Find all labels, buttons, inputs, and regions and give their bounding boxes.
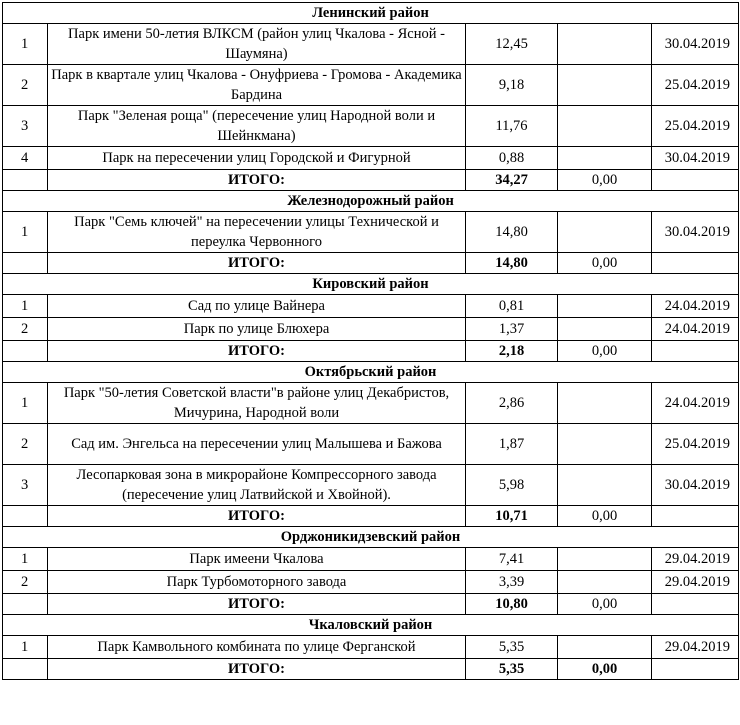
area-value: 0,88 (466, 147, 558, 170)
district-header (3, 3, 739, 24)
extra-value (558, 548, 652, 571)
total-area: 5,35 (466, 659, 558, 680)
park-name: Парк Турбомоторного завода (48, 571, 466, 594)
table-row (3, 24, 739, 65)
row-number: 2 (3, 571, 48, 594)
total-label: ИТОГО: (48, 341, 466, 362)
extra-value (558, 465, 652, 506)
total-date-empty (652, 341, 739, 362)
total-row (3, 253, 739, 274)
park-name: Парк "Семь ключей" на пересечении улицы Технической и переулка Червонного (48, 212, 466, 253)
date-value: 24.04.2019 (652, 295, 739, 318)
total-row (3, 659, 739, 680)
area-value: 11,76 (466, 106, 558, 147)
district-header (3, 274, 739, 295)
area-value: 5,98 (466, 465, 558, 506)
date-value: 25.04.2019 (652, 65, 739, 106)
extra-value (558, 571, 652, 594)
total-extra: 0,00 (558, 253, 652, 274)
total-date-empty (652, 506, 739, 527)
district-header (3, 362, 739, 383)
total-row (3, 594, 739, 615)
row-number: 4 (3, 147, 48, 170)
district-name: Ленинский район (3, 3, 739, 24)
extra-value (558, 636, 652, 659)
area-value: 7,41 (466, 548, 558, 571)
date-value: 30.04.2019 (652, 24, 739, 65)
total-row (3, 170, 739, 191)
district-name: Чкаловский район (3, 615, 739, 636)
district-name: Кировский район (3, 274, 739, 295)
date-value: 30.04.2019 (652, 465, 739, 506)
table-row (3, 636, 739, 659)
district-header (3, 615, 739, 636)
extra-value (558, 147, 652, 170)
area-value: 1,87 (466, 424, 558, 465)
district-name: Октябрьский район (3, 362, 739, 383)
area-value: 12,45 (466, 24, 558, 65)
area-value: 5,35 (466, 636, 558, 659)
row-number: 2 (3, 318, 48, 341)
row-number: 1 (3, 383, 48, 424)
extra-value (558, 318, 652, 341)
date-value: 25.04.2019 (652, 424, 739, 465)
district-name: Железнодорожный район (3, 191, 739, 212)
park-name: Парк по улице Блюхера (48, 318, 466, 341)
table-row (3, 548, 739, 571)
park-name: Парк в квартале улиц Чкалова - Онуфриева - Громова - Академика Бардина (48, 65, 466, 106)
date-value: 24.04.2019 (652, 383, 739, 424)
total-empty-cell (3, 341, 48, 362)
total-extra: 0,00 (558, 170, 652, 191)
total-empty-cell (3, 170, 48, 191)
area-value: 9,18 (466, 65, 558, 106)
total-empty-cell (3, 506, 48, 527)
row-number: 1 (3, 636, 48, 659)
park-name: Парк "Зеленая роща" (пересечение улиц Народной воли и Шейнкмана) (48, 106, 466, 147)
extra-value (558, 383, 652, 424)
total-label: ИТОГО: (48, 253, 466, 274)
total-label: ИТОГО: (48, 506, 466, 527)
extra-value (558, 424, 652, 465)
table-row (3, 571, 739, 594)
park-name: Парк имени 50-летия ВЛКСМ (район улиц Чкалова - Ясной - Шаумяна) (48, 24, 466, 65)
total-empty-cell (3, 253, 48, 274)
park-name: Лесопарковая зона в микрорайоне Компрессорного завода (пересечение улиц Латвийской и Хвойной). (48, 465, 466, 506)
row-number: 3 (3, 465, 48, 506)
table-row (3, 212, 739, 253)
district-header (3, 527, 739, 548)
park-name: Сад им. Энгельса на пересечении улиц Малышева и Бажова (48, 424, 466, 465)
total-date-empty (652, 253, 739, 274)
park-name: Парк имеени Чкалова (48, 548, 466, 571)
total-empty-cell (3, 659, 48, 680)
table-row (3, 106, 739, 147)
park-name: Парк на пересечении улиц Городской и Фигурной (48, 147, 466, 170)
extra-value (558, 24, 652, 65)
row-number: 1 (3, 212, 48, 253)
date-value: 24.04.2019 (652, 318, 739, 341)
district-name: Орджоникидзевский район (3, 527, 739, 548)
date-value: 30.04.2019 (652, 212, 739, 253)
total-label: ИТОГО: (48, 170, 466, 191)
extra-value (558, 106, 652, 147)
park-name: Парк "50-летия Советской власти"в районе улиц Декабристов, Мичурина, Народной воли (48, 383, 466, 424)
table-row (3, 318, 739, 341)
area-value: 1,37 (466, 318, 558, 341)
total-row (3, 506, 739, 527)
table-row (3, 465, 739, 506)
total-date-empty (652, 594, 739, 615)
date-value: 29.04.2019 (652, 636, 739, 659)
extra-value (558, 65, 652, 106)
extra-value (558, 295, 652, 318)
total-area: 14,80 (466, 253, 558, 274)
total-extra: 0,00 (558, 659, 652, 680)
row-number: 2 (3, 424, 48, 465)
total-area: 34,27 (466, 170, 558, 191)
row-number: 3 (3, 106, 48, 147)
total-extra: 0,00 (558, 341, 652, 362)
total-label: ИТОГО: (48, 594, 466, 615)
total-area: 10,71 (466, 506, 558, 527)
area-value: 3,39 (466, 571, 558, 594)
date-value: 29.04.2019 (652, 548, 739, 571)
total-empty-cell (3, 594, 48, 615)
park-name: Парк Камвольного комбината по улице Ферганской (48, 636, 466, 659)
area-value: 2,86 (466, 383, 558, 424)
area-value: 14,80 (466, 212, 558, 253)
table-row (3, 147, 739, 170)
total-label: ИТОГО: (48, 659, 466, 680)
table-row (3, 295, 739, 318)
park-name: Сад по улице Вайнера (48, 295, 466, 318)
district-header (3, 191, 739, 212)
table-row (3, 65, 739, 106)
date-value: 29.04.2019 (652, 571, 739, 594)
total-date-empty (652, 170, 739, 191)
extra-value (558, 212, 652, 253)
total-extra: 0,00 (558, 594, 652, 615)
total-date-empty (652, 659, 739, 680)
table-row (3, 383, 739, 424)
total-row (3, 341, 739, 362)
table-row (3, 424, 739, 465)
row-number: 2 (3, 65, 48, 106)
date-value: 25.04.2019 (652, 106, 739, 147)
area-value: 0,81 (466, 295, 558, 318)
date-value: 30.04.2019 (652, 147, 739, 170)
total-area: 2,18 (466, 341, 558, 362)
row-number: 1 (3, 295, 48, 318)
row-number: 1 (3, 24, 48, 65)
total-area: 10,80 (466, 594, 558, 615)
total-extra: 0,00 (558, 506, 652, 527)
parks-table (2, 2, 739, 680)
row-number: 1 (3, 548, 48, 571)
